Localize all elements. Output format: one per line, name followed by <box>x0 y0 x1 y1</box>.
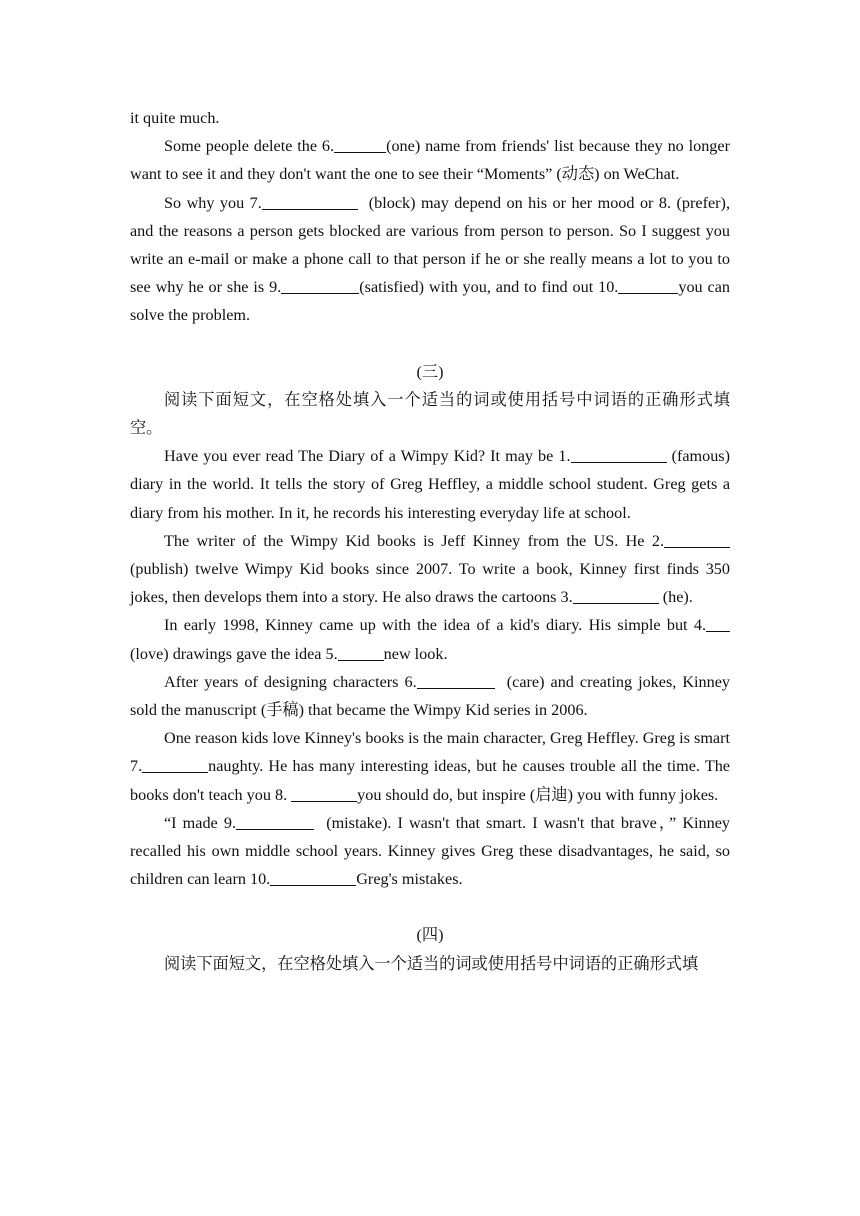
blank-4[interactable] <box>706 615 730 632</box>
text: Have you ever read The Diary of a Wimpy Kid? It may be 1. <box>164 447 571 466</box>
section3-paragraph-1 <box>130 442 730 527</box>
text: (love) drawings gave the idea 5. <box>130 644 338 663</box>
section3-paragraph-5 <box>130 724 730 809</box>
blank-9[interactable] <box>236 813 314 830</box>
section3-paragraph-4 <box>130 668 730 724</box>
text: new look. <box>383 644 448 663</box>
section3-paragraph-3 <box>130 611 730 667</box>
blank-7[interactable] <box>262 193 358 210</box>
section3-instruction: 阅读下面短文，在空格处填入一个适当的词或使用括号中词语的正确形式填空。 <box>130 390 730 438</box>
blank-6[interactable] <box>417 672 495 689</box>
text: (care) and creating jokes, Kinney sold the manuscript (手稿) that became the Wimpy Kid series in 2006. <box>130 672 730 720</box>
blank-10[interactable] <box>270 869 356 886</box>
blank-5[interactable] <box>338 644 384 661</box>
blank-2[interactable] <box>664 531 730 548</box>
section-heading-3: (三) <box>416 362 444 381</box>
text: One reason kids love Kinney's books is the main character, Greg Heffley. Greg is smart 7. <box>130 729 730 776</box>
text: it quite much. <box>130 109 220 127</box>
passage2-paragraph-0 <box>130 104 730 132</box>
section3-paragraph-2 <box>130 527 730 612</box>
document-page <box>130 104 730 978</box>
blank-9[interactable] <box>281 277 359 294</box>
passage2-paragraph-1 <box>130 132 730 188</box>
blank-10[interactable] <box>618 277 678 294</box>
text: In early 1998, Kinney came up with the idea of a kid's diary. His simple but 4. <box>164 616 706 635</box>
text: Some people delete the 6. <box>164 137 335 156</box>
blank-6[interactable] <box>334 136 386 153</box>
section4-instruction: 阅读下面短文，在空格处填入一个适当的词或使用括号中词语的正确形式填 <box>164 954 699 973</box>
section-heading-4: (四) <box>416 926 444 945</box>
blank-3[interactable] <box>573 587 659 604</box>
passage2-paragraph-2 <box>130 189 730 330</box>
text: (mistake). I wasn't that smart. I wasn't that brave，” Kinney recalled his own middle school years. Kinney gives Greg these disadvantages, he said, so children can learn 10. <box>130 813 730 889</box>
section3-paragraph-6 <box>130 809 730 894</box>
text: (he). <box>662 588 693 607</box>
text: After years of designing characters 6. <box>164 672 417 691</box>
blank-8[interactable] <box>291 785 357 802</box>
text: (publish) twelve Wimpy Kid books since 2007. To write a book, Kinney first finds 350 jokes, then develops them into a story. He also draws the cartoons 3. <box>130 560 730 607</box>
text: (one) name from friends' list because they no longer want to see it and they don't want the one to see their “Moments” (动态) on WeChat. <box>130 137 730 184</box>
text: So why you 7. <box>164 193 262 212</box>
text: (famous) diary in the world. It tells the story of Greg Heffley, a middle school student. Greg gets a diary from his mother. In it, he records his interesting everyday life at school. <box>130 447 730 522</box>
text: Greg's mistakes. <box>356 870 463 889</box>
blank-1[interactable] <box>571 446 667 463</box>
text: you should do, but inspire (启迪) you with funny jokes. <box>357 785 719 804</box>
text: “I made 9. <box>164 813 236 832</box>
blank-7[interactable] <box>142 756 208 773</box>
text: (block) may depend on his or her mood or 8. (prefer), and the reasons a person gets blocked are various from person to person. So I suggest you write an e-mail or make a phone call to that person if he or she really means a lot to you to see why he or she is 9. <box>130 193 730 297</box>
text: you can solve the problem. <box>130 278 731 325</box>
text: The writer of the Wimpy Kid books is Jeff Kinney from the US. He 2. <box>164 531 664 550</box>
text: (satisfied) with you, and to find out 10. <box>359 278 619 297</box>
text: naughty. He has many interesting ideas, but he causes trouble all the time. The books don't teach you 8. <box>130 757 730 804</box>
